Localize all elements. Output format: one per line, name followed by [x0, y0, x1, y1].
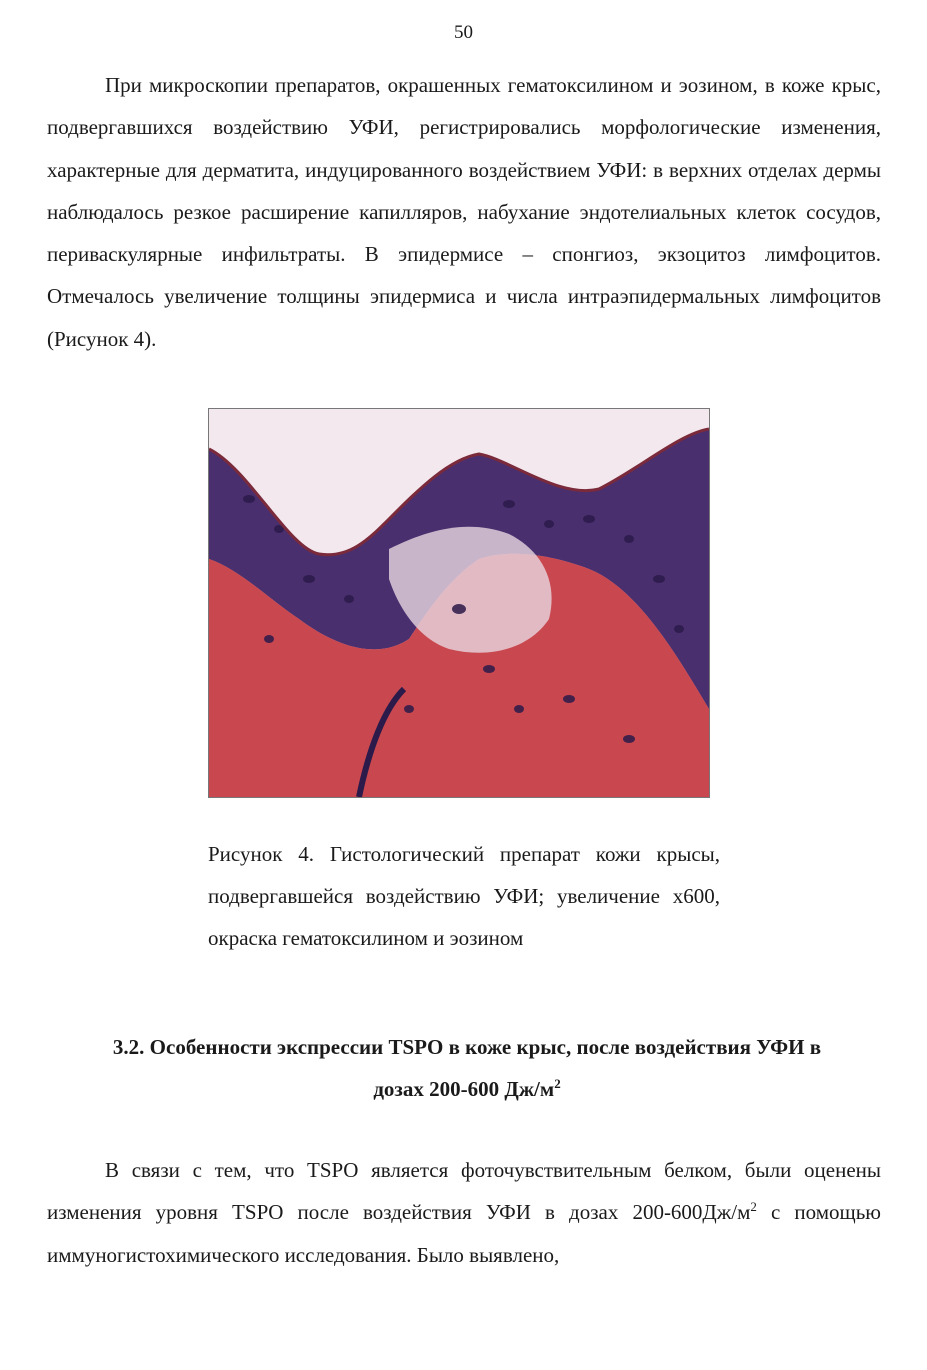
section-heading [47, 1026, 887, 1110]
section-heading-sup: 2 [554, 1076, 561, 1091]
section-heading-line2 [47, 1068, 887, 1110]
paragraph-microscopy: При микроскопии препаратов, окрашенных гематоксилином и эозином, в коже крыс, подвергавшихся воздействию УФИ, регистрировались морфологические изменения, характерные для дерматита, индуцированного воздействием УФИ: в верхних отделах дермы наблюдалось резкое расширение капилляров, набухание эндотелиальных клеток сосудов, периваскулярные инфильтраты. В эпидермисе – спонгиоз, экзоцитоз лимфоцитов. Отмечалось увеличение толщины эпидермиса и числа интраэпидермальных лимфоцитов (Рисунок 4). [47, 73, 881, 351]
paragraph-tspo-part2: с помощью иммуногистохимического исследования. Было выявлено, [47, 1200, 881, 1267]
page-number: 50 [454, 22, 473, 43]
section-heading-line2-text: дозах 200-600 Дж/м [373, 1077, 555, 1101]
section-heading-line1: 3.2. Особенности экспрессии TSPO в коже крыс, после воздействия УФИ в [112, 1035, 822, 1059]
paragraph-tspo-part1: В связи с тем, что TSPO является фоточувствительным белком, были оценены изменения уровня TSPO после воздействия УФИ в дозах 200-600Дж/м [47, 1158, 881, 1225]
paragraph-tspo-sup: 2 [750, 1199, 757, 1215]
histology-micrograph [209, 409, 709, 797]
paragraph-tspo [47, 1149, 881, 1276]
figure-caption: Рисунок 4. Гистологический препарат кожи крысы, подвергавшейся воздействию УФИ; увеличение х600, окраска гематоксилином и эозином [208, 842, 720, 950]
histology-figure [208, 408, 710, 798]
